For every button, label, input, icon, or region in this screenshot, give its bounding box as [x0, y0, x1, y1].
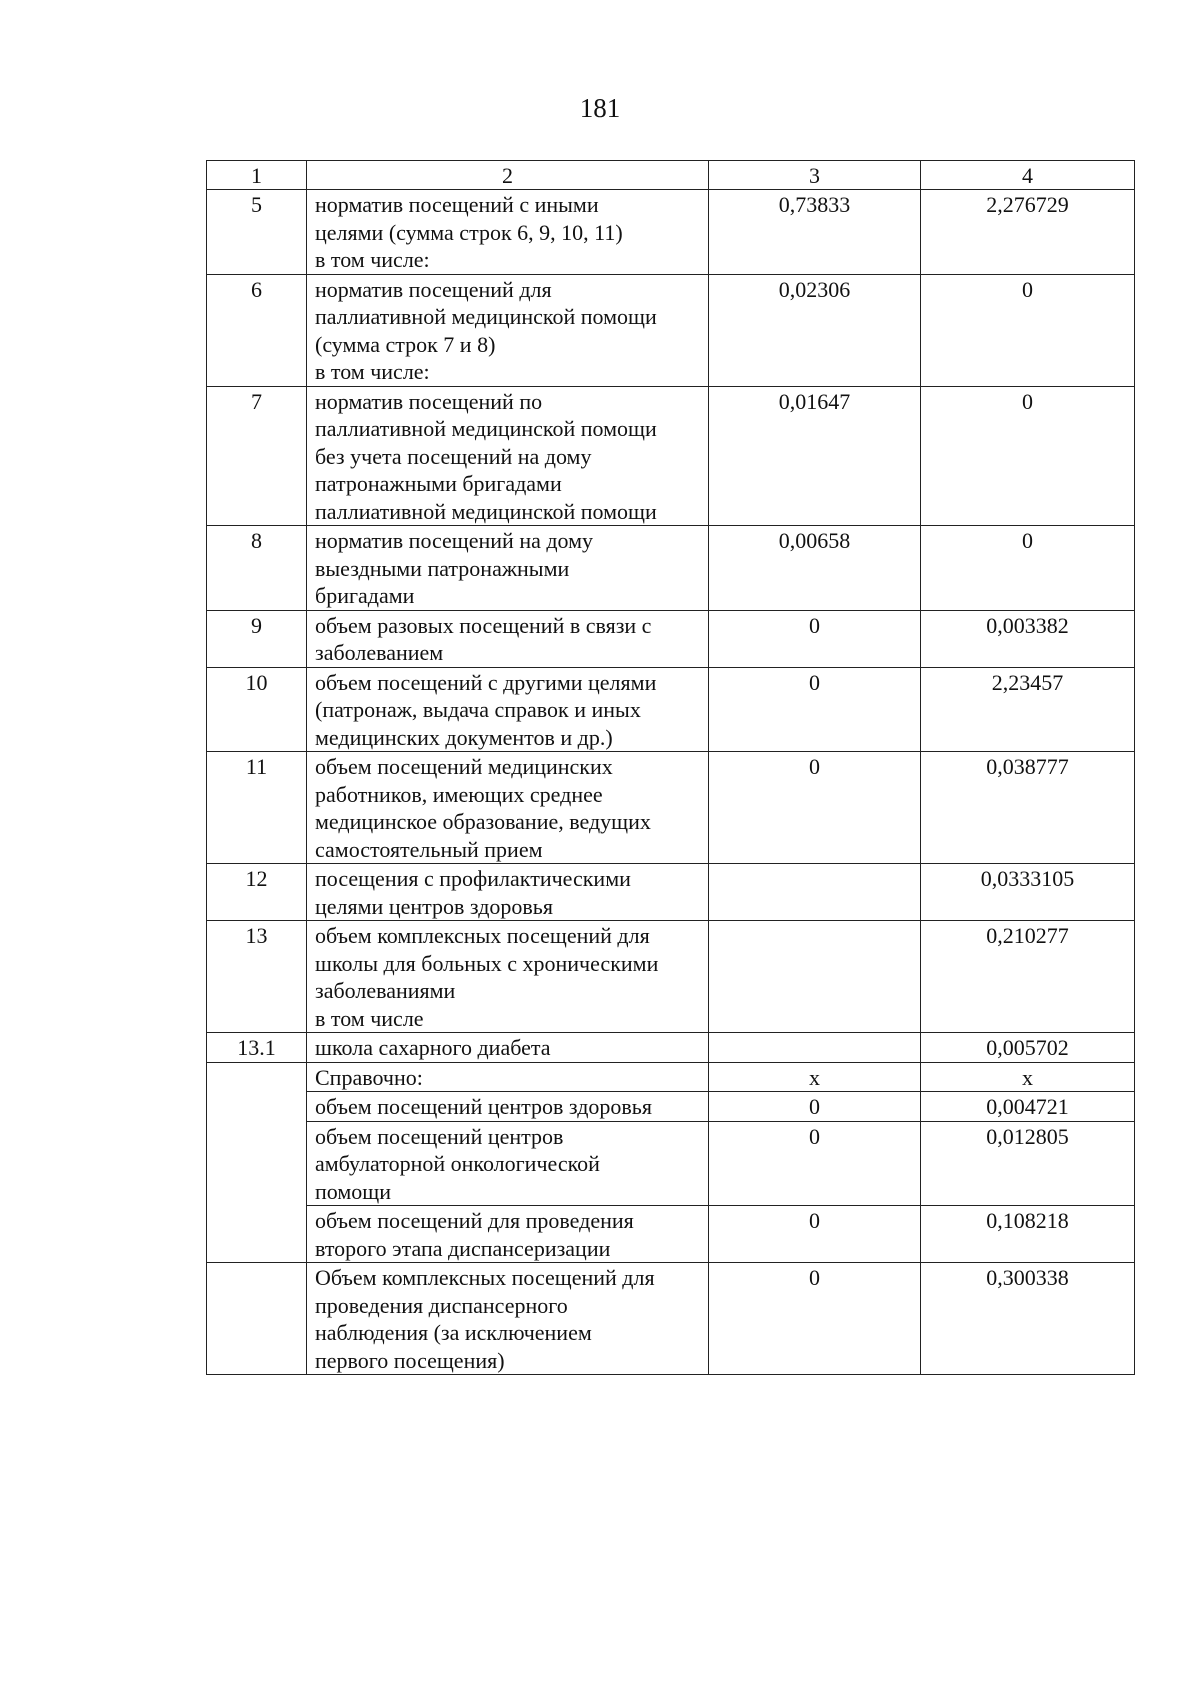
- text-line: объем посещений для проведения: [315, 1208, 634, 1233]
- text-line: без учета посещений на дому: [315, 443, 592, 469]
- header-cell-3: 3: [709, 161, 921, 190]
- text-line: объем разовых посещений в связи с: [315, 612, 652, 638]
- page-number: 181: [579, 93, 621, 123]
- row-number: 6: [207, 274, 307, 386]
- row-description: [307, 1062, 709, 1092]
- value-col-3: 0,73833: [709, 190, 921, 275]
- row-description: [307, 526, 709, 611]
- value-col-3: x: [709, 1062, 921, 1092]
- text-line: целями центров здоровья: [315, 893, 553, 919]
- value-col-4: 2,276729: [921, 190, 1135, 275]
- table-row: [207, 386, 1135, 526]
- value-col-4: 0,300338: [921, 1263, 1135, 1375]
- table-row: [207, 610, 1135, 667]
- text-line: в том числе:: [315, 359, 430, 384]
- table-row: [207, 1033, 1135, 1063]
- text-line: норматив посещений на дому: [315, 528, 594, 553]
- row-description: [307, 274, 709, 386]
- value-col-4: 0,210277: [921, 921, 1135, 1033]
- header-cell-1: 1: [207, 161, 307, 190]
- text-line: норматив посещений для: [315, 276, 552, 302]
- row-number: [207, 1062, 307, 1263]
- row-description: [307, 1033, 709, 1063]
- row-description: [307, 386, 709, 526]
- text-line: наблюдения (за исключением: [315, 1320, 592, 1345]
- row-description: [307, 921, 709, 1033]
- row-number: 8: [207, 526, 307, 611]
- row-number: 7: [207, 386, 307, 526]
- header-cell-4: 4: [921, 161, 1135, 190]
- row-description: [307, 1263, 709, 1375]
- text-line: (патронаж, выдача справок и иных: [315, 697, 641, 722]
- value-col-3: 0: [709, 1263, 921, 1375]
- value-col-3: 0,01647: [709, 386, 921, 526]
- table-row: [207, 1263, 1135, 1375]
- row-number: 9: [207, 610, 307, 667]
- value-col-3: [709, 921, 921, 1033]
- text-line: Объем комплексных посещений для: [315, 1265, 655, 1290]
- table-row: [207, 864, 1135, 921]
- text-line: паллиативной медицинской помощи: [315, 498, 657, 524]
- row-description: [307, 1206, 709, 1263]
- text-line: Справочно:: [315, 1064, 423, 1090]
- text-line: норматив посещений с иными: [315, 192, 599, 217]
- value-col-3: 0: [709, 1092, 921, 1122]
- value-col-4: 0,012805: [921, 1121, 1135, 1206]
- row-description: [307, 1092, 709, 1122]
- table-row: [207, 1206, 1135, 1263]
- header-row: [207, 161, 1135, 190]
- header-cell-2: 2: [307, 161, 709, 190]
- text-line: первого посещения): [315, 1347, 505, 1373]
- text-line: объем комплексных посещений для: [315, 923, 650, 948]
- value-col-4: 0,0333105: [921, 864, 1135, 921]
- value-col-4: 0: [921, 526, 1135, 611]
- value-col-4: 0,004721: [921, 1092, 1135, 1122]
- text-line: посещения с профилактическими: [315, 866, 631, 891]
- row-number: 5: [207, 190, 307, 275]
- table-row: [207, 1092, 1135, 1122]
- row-number: 12: [207, 864, 307, 921]
- text-line: медицинских документов и др.): [315, 724, 613, 750]
- text-line: второго этапа диспансеризации: [315, 1235, 611, 1261]
- value-col-4: 0,038777: [921, 752, 1135, 864]
- value-col-4: x: [921, 1062, 1135, 1092]
- row-description: [307, 864, 709, 921]
- text-line: бригадами: [315, 583, 415, 608]
- table-row: [207, 667, 1135, 752]
- table-row: [207, 190, 1135, 275]
- row-number: 13.1: [207, 1033, 307, 1063]
- value-col-3: 0: [709, 1206, 921, 1263]
- value-col-4: 0: [921, 386, 1135, 526]
- row-description: [307, 752, 709, 864]
- text-line: работников, имеющих среднее: [315, 781, 603, 807]
- text-line: амбулаторной онкологической: [315, 1151, 600, 1176]
- text-line: самостоятельный прием: [315, 836, 543, 862]
- text-line: (сумма строк 7 и 8): [315, 331, 496, 357]
- value-col-4: 0: [921, 274, 1135, 386]
- row-description: [307, 667, 709, 752]
- table-row: [207, 1062, 1135, 1092]
- text-line: проведения диспансерного: [315, 1292, 568, 1318]
- row-description: [307, 610, 709, 667]
- text-line: заболеванием: [315, 640, 444, 665]
- text-line: школа сахарного диабета: [315, 1035, 551, 1060]
- text-line: объем посещений центров: [315, 1123, 564, 1149]
- text-line: заболеваниями: [315, 978, 456, 1003]
- value-col-3: 0: [709, 667, 921, 752]
- row-number: 13: [207, 921, 307, 1033]
- text-line: патронажными бригадами: [315, 471, 562, 496]
- row-description: [307, 190, 709, 275]
- text-line: паллиативной медицинской помощи: [315, 304, 657, 329]
- text-line: паллиативной медицинской помощи: [315, 416, 657, 441]
- text-line: объем посещений медицинских: [315, 754, 613, 779]
- row-number: 10: [207, 667, 307, 752]
- table-row: [207, 274, 1135, 386]
- value-col-3: [709, 1033, 921, 1063]
- text-line: объем посещений центров здоровья: [315, 1094, 652, 1119]
- value-col-3: 0: [709, 610, 921, 667]
- value-col-3: 0: [709, 1121, 921, 1206]
- row-number: [207, 1263, 307, 1375]
- text-line: помощи: [315, 1178, 391, 1204]
- text-line: школы для больных с хроническими: [315, 950, 659, 976]
- value-col-4: 0,108218: [921, 1206, 1135, 1263]
- value-col-3: [709, 864, 921, 921]
- table-row: [207, 921, 1135, 1033]
- table-row: [207, 752, 1135, 864]
- value-col-3: 0,02306: [709, 274, 921, 386]
- text-line: объем посещений с другими целями: [315, 669, 657, 695]
- text-line: целями (сумма строк 6, 9, 10, 11): [315, 219, 623, 245]
- text-line: выездными патронажными: [315, 555, 570, 581]
- value-col-3: 0: [709, 752, 921, 864]
- value-col-3: 0,00658: [709, 526, 921, 611]
- table-row: [207, 1121, 1135, 1206]
- value-col-4: 0,003382: [921, 610, 1135, 667]
- text-line: медицинское образование, ведущих: [315, 809, 651, 834]
- text-line: в том числе:: [315, 247, 430, 272]
- text-line: в том числе: [315, 1005, 424, 1031]
- value-col-4: 0,005702: [921, 1033, 1135, 1063]
- value-col-4: 2,23457: [921, 667, 1135, 752]
- row-number: 11: [207, 752, 307, 864]
- data-table: [206, 160, 1135, 1375]
- row-description: [307, 1121, 709, 1206]
- table-row: [207, 526, 1135, 611]
- text-line: норматив посещений по: [315, 388, 543, 414]
